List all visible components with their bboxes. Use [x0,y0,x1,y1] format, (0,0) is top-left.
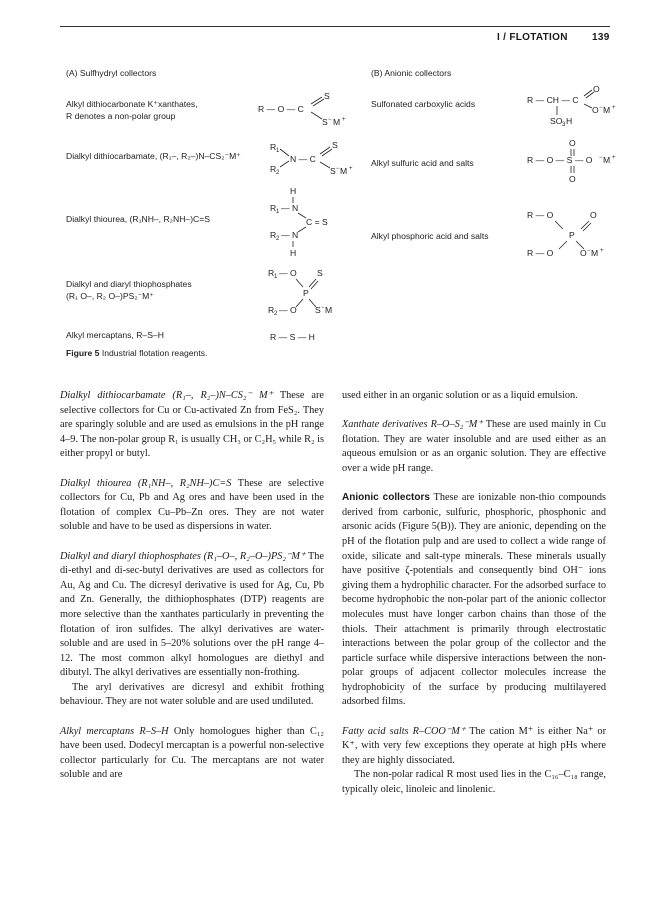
svg-text:R: R [270,203,277,213]
svg-text:S: S [317,268,323,278]
continued-paragraph: used either in an organic solution or as a liquid emulsion. [342,390,578,401]
svg-text:3: 3 [562,122,566,128]
svg-text:S: S [332,140,338,150]
dithiocarbamate-text: These are selective collectors for Cu or Cu-activated Zn from FeS₂. They are sparingly soluble and are used as emulsions in the pH range 4–9. The non-polar group R₁ is usually CH₃ or C₂H₅ while R₂ is either propyl or butyl. [60,390,325,460]
thiourea-structure [270,186,328,258]
svg-text:−: − [587,248,591,254]
figure-caption [66,348,207,359]
xanthate-label: Alkyl dithiocarbonate K⁺xanthates, [66,99,198,109]
left-column [60,389,324,783]
anionic-collectors-text: These are ionizable non-thio compounds derived from carbonic, sulfuric, phosphoric, phosphonic and arsonic acids (Figure 5(B)). They are anionic, depending on the pH of the flotation pulp and are used to collect a wide range of oxide, silicate and salt-type minerals. These minerals usually have positive ζ-potentials and consequently bind OH⁻ ions giving them a hydrophilic character. For the adsorbed surface to become hydrophobic the non-polar part of the anionic collector molecules must have longer carbon chains than those of the thiols. Their attachment is primarily through electrostatic interactions between the polar group of the collector and the particle surface while dispersive interactions between the non-polar groups of adjacent collector molecules increase the hydrophobicity of the surface by producing multilayered adsorbed films. [342,492,607,708]
svg-text:S: S [330,166,336,176]
fatty-acid-text: The cation M⁺ is either Na⁺ or K⁺, with very few exceptions they operate at high pHs where they are highly dissociated. [342,725,606,766]
xanthate-derivatives-paragraph [342,418,606,476]
alkyl-phosphoric-structure [527,210,604,258]
svg-text:O: O [569,138,576,148]
dithiocarbamate-heading: Dialkyl dithiocarbamate (R₁–, R₂–)N–CS₂⁻ M⁺ [60,390,273,401]
svg-text:+: + [342,117,346,123]
svg-text:S: S [324,91,330,101]
alkyl-sulfuric-structure [527,138,616,184]
svg-text:1: 1 [274,274,278,280]
anionic-collectors-heading: Anionic collectors [342,492,430,504]
svg-text:R: R [268,268,275,278]
caption-label: Figure 5 [66,348,100,358]
svg-text:M: M [591,248,599,258]
structure-drawings [0,0,668,360]
thiourea-heading: Dialkyl thiourea (R₁NH–, R₂NH–)C=S [60,477,232,489]
svg-text:R: R [270,230,277,240]
anionic-collectors-paragraph [342,491,606,710]
svg-text:O: O [593,84,600,94]
svg-text:S: S [315,305,321,315]
svg-text:M: M [603,155,611,165]
svg-text:R — O — C: R — O — C [258,104,304,114]
xanthate-note: R denotes a non-polar group [66,111,176,121]
dithiocarbamate-paragraph [60,389,324,462]
svg-text:M: M [603,105,611,115]
svg-text:SO: SO [550,116,563,126]
mercaptan-paragraph [60,725,324,783]
svg-text:R: R [270,164,277,174]
panel-a-title: (A) Sulfhydryl collectors [66,68,157,78]
svg-text:O: O [590,210,597,220]
svg-text:O: O [569,174,576,184]
svg-text:2: 2 [276,170,280,176]
svg-text:−: − [321,305,325,311]
svg-text:O: O [592,105,599,115]
svg-text:R — S — H: R — S — H [270,332,315,342]
svg-text:−: − [328,117,332,123]
svg-text:— O: — O [279,268,297,278]
svg-text:−: − [336,166,340,172]
thiophosphate-label: Dialkyl and diaryl thiophosphates [66,279,192,289]
svg-text:−: − [599,105,603,111]
svg-text:S: S [322,117,328,127]
sulfonated-acid-structure [527,84,616,128]
svg-text:R — O — S — O: R — O — S — O [527,155,593,165]
svg-text:R — O: R — O [527,248,554,258]
svg-text:M: M [333,117,341,127]
mercaptan-structure [270,332,315,342]
svg-text:+: + [612,105,616,111]
svg-text:2: 2 [274,311,278,317]
alkyl-sulfuric-label: Alkyl sulfuric acid and salts [371,158,474,168]
dithiocarbamate-label: Dialkyl dithiocarbamate, (R₁–, R₂–)N–CS₂⁻M⁺ [66,151,241,161]
page-number: 139 [592,32,610,43]
svg-text:+: + [349,166,353,172]
xanthate-derivatives-text: These are used mainly in Cu flotation. They are water insoluble and are used either as an aqueous emulsion or as an organic solution. They are effective over a wide pH range. [342,419,606,474]
xanthate-derivatives-heading: Xanthate derivatives R–O–S₂⁻M⁺ [342,419,483,431]
aryl-paragraph: The aryl derivatives are dicresyl and exhibit frothing behaviour. They are not water soluble and are used undiluted. [60,681,324,708]
mercaptan-label: Alkyl mercaptans, R–S–H [66,330,164,340]
svg-text:M: M [340,166,348,176]
thiourea-label: Dialkyl thiourea, (R₁NH–, R₂NH–)C=S [66,214,211,224]
svg-text:P: P [569,230,575,240]
svg-text:H: H [290,186,297,196]
caption-text: Industrial flotation reagents. [101,348,208,358]
thiophosphate-paragraph [60,550,324,681]
mercaptan-text: Only homologues higher than C₁₂ have been used. Dodecyl mercaptan is a powerful non-selective collector particularly for Cu. The mercaptans are not water soluble and are [60,725,324,781]
thiophosphate-text: The di-ethyl and di-sec-butyl derivatives are used as collectors for Au, Ag and Cu. The dicresyl derivative is used for Ag, Cu, Pb and Zn. Generally, the dithiophosphates (DTP) reagents are more selective than the xanthates particularly in preventing the flotation of iron sulfides. The alkyl derivatives are water-soluble and are used in 5–20% solutions over the pH range 4–12. The most common alkyl homologues are diethyl and dibutyl. The alkyl derivatives are essentially non-frothing. [60,550,324,679]
svg-text:M: M [325,305,333,315]
svg-text:R: R [268,305,275,315]
svg-text:C = S: C = S [306,217,328,227]
svg-text:+: + [612,155,616,161]
svg-text:R — CH — C: R — CH — C [527,95,579,105]
svg-text:R — O: R — O [527,210,554,220]
thiophosphate-heading: Dialkyl and diaryl thiophosphates (R₁–O–, R₂–O–)PS₂⁻M⁺ [60,550,306,562]
svg-text:H: H [290,248,297,258]
thiophosphate-formula: (R₁ O–, R₂ O–)PS₂⁻M⁺ [66,291,154,301]
right-column [342,389,606,798]
svg-text:P: P [303,288,309,298]
mercaptan-heading: Alkyl mercaptans R–S–H [60,725,169,737]
svg-text:— O: — O [279,305,297,315]
svg-text:H: H [566,116,573,126]
svg-text:−: − [599,155,603,161]
non-polar-radical-paragraph: The non-polar radical R most used lies in the C₁₆–C₁₈ range, typically oleic, linoleic and linolenic. [342,769,606,796]
dithiocarbamate-structure [270,140,353,176]
running-head: I / FLOTATION [497,32,568,43]
svg-text:R: R [270,142,277,152]
panel-b-title: (B) Anionic collectors [371,68,452,78]
svg-text:N — C: N — C [290,154,316,164]
svg-text:— N: — N [281,230,299,240]
svg-text:— N: — N [281,203,299,213]
svg-text:1: 1 [276,148,280,154]
thiophosphate-structure [268,268,332,317]
thiourea-text: These are selective collectors for Cu, Pb and Ag ores and have been used in the flotation of complex Cu–Pb–Zn ores. They are not water soluble and have to be used as dispersions in water. [60,477,324,533]
svg-text:O: O [580,248,587,258]
xanthate-structure [258,91,346,127]
svg-text:2: 2 [276,236,280,242]
svg-text:1: 1 [276,209,280,215]
fatty-acid-paragraph [342,725,606,769]
fatty-acid-heading: Fatty acid salts R–COO⁻M⁺ [342,725,466,737]
sulfonated-acid-label: Sulfonated carboxylic acids [371,99,476,109]
alkyl-phosphoric-label: Alkyl phosphoric acid and salts [371,231,489,241]
thiourea-paragraph [60,477,324,535]
svg-text:+: + [600,248,604,254]
